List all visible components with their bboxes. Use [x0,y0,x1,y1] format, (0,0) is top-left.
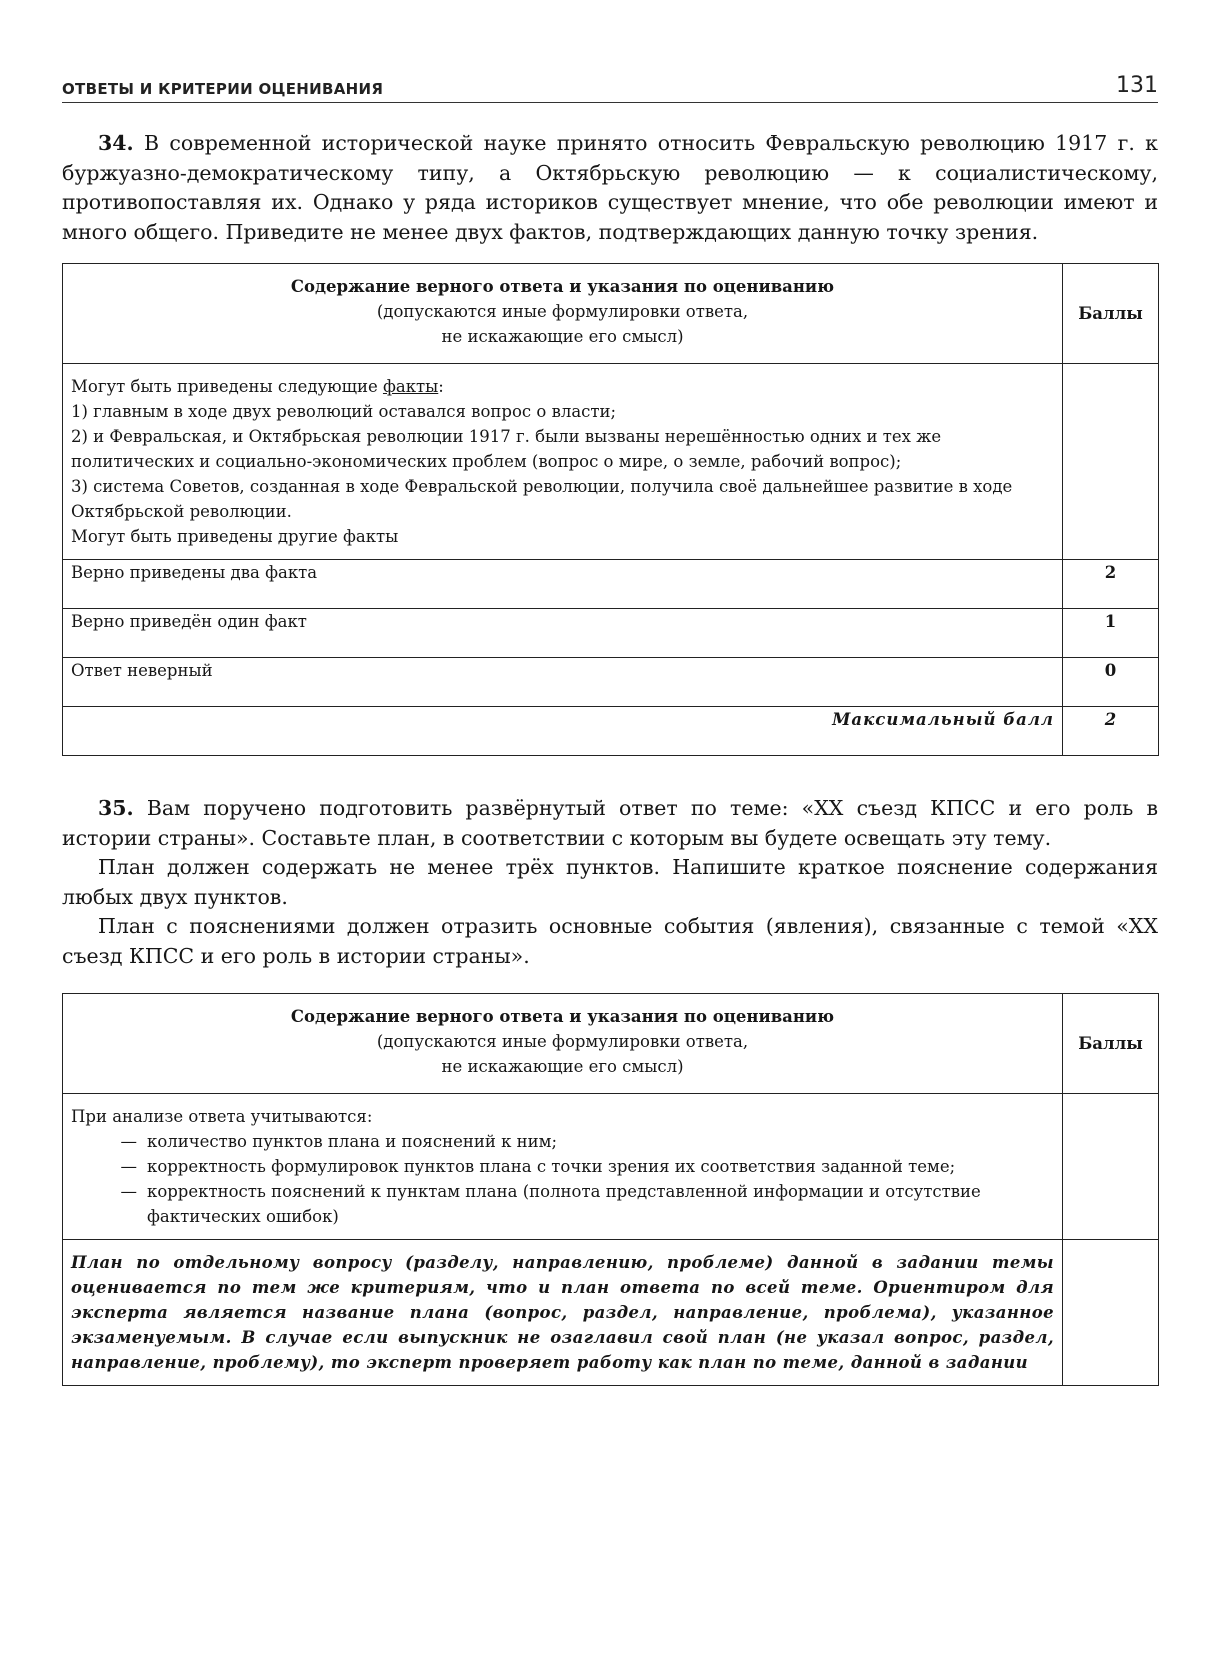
header-line-3: не искажающие его смысл) [441,327,684,346]
question-35-text: Вам поручено подготовить развёрнутый ответ по теме: «XX съезд КПСС и его роль в истории страны». Составьте план, в соответствии с которым вы будете освещать эту тему. [62,796,1158,850]
table-header-score: Баллы [1063,264,1159,364]
list-item: — корректность пояснений к пунктам плана (полнота представленной информации и отсутствие фактических ошибок) [120,1182,981,1226]
facts-intro: Могут быть приведены следующие факты: [71,377,444,396]
row-label: Ответ неверный [63,658,1063,707]
header-line-2: (допускаются иные формулировки ответа, [376,1032,749,1051]
fact-1: 1) главным в ходе двух революций оставался вопрос о власти; [71,402,617,421]
table-header-content [63,264,1063,364]
question-35-para-2: План должен содержать не менее трёх пунктов. Напишите краткое пояснение содержания любых двух пунктов. [62,855,1158,909]
document-page [62,60,1158,1386]
facts-score-cell [1063,364,1159,560]
question-34-number: 34. [98,131,134,155]
question-35-para-3: План с пояснениями должен отразить основные события (явления), связанные с темой «XX съезд КПСС и его роль в истории страны». [62,914,1158,968]
criteria-table-35 [62,993,1159,1386]
row-label: Верно приведены два факта [63,560,1063,609]
analysis-score-cell [1063,1094,1159,1240]
italic-note: План по отдельному вопросу (разделу, направлению, проблеме) данной в задании темы оценивается по тем же критериям, что и план ответа по всей теме. Ориентиром для эксперта является название плана (вопрос, раздел, направление, проблема), указанное экзаменуемым. В случае если выпускник не озаглавил свой план (не указал вопрос, раздел, направление, проблему), то эксперт проверяет работу как план по теме, данной в задании [63,1240,1063,1386]
question-34 [62,129,1158,247]
max-score-row [63,707,1159,756]
question-35-number: 35. [98,796,134,820]
row-score: 0 [1063,658,1159,707]
max-score-value: 2 [1063,707,1159,756]
table-row [63,658,1159,707]
facts-cell [63,364,1063,560]
page-number: 131 [1116,73,1158,98]
table-header-content [63,994,1063,1094]
row-label: Верно приведён один факт [63,609,1063,658]
page-header [62,60,1158,103]
row-score: 2 [1063,560,1159,609]
analysis-cell [63,1094,1063,1240]
note-score-cell [1063,1240,1159,1386]
facts-other: Могут быть приведены другие факты [71,527,399,546]
fact-3: 3) система Советов, созданная в ходе Февральской революции, получила своё дальнейшее развитие в ходе Октябрьской революции. [71,477,1013,521]
list-item: — корректность формулировок пунктов плана с точки зрения их соответствия заданной теме; [120,1157,956,1176]
max-score-label: Максимальный балл [63,707,1063,756]
header-line-2: (допускаются иные формулировки ответа, [376,302,749,321]
table-row [63,609,1159,658]
table-header-score: Баллы [1063,994,1159,1094]
question-35 [62,794,1158,853]
criteria-table-34 [62,263,1159,756]
header-line-1: Содержание верного ответа и указания по оцениванию [290,277,835,296]
row-score: 1 [1063,609,1159,658]
table-row [63,560,1159,609]
header-line-3: не искажающие его смысл) [441,1057,684,1076]
question-34-text: В современной исторической науке принято относить Февральскую революцию 1917 г. к буржуазно-демократическому типу, а Октябрьскую революцию — к социалистическому, противопоставляя их. Однако у ряда историков существует мнение, что обе революции имеют и много общего. Приведите не менее двух фактов, подтверждающих данную точку зрения. [62,131,1158,244]
list-item: — количество пунктов плана и пояснений к ним; [120,1132,558,1151]
analysis-intro: При анализе ответа учитываются: [71,1107,373,1126]
header-title: ОТВЕТЫ И КРИТЕРИИ ОЦЕНИВАНИЯ [62,80,384,98]
fact-2: 2) и Февральская, и Октябрьская революции 1917 г. были вызваны нерешённостью одних и тех же политических и социально-экономических проблем (вопрос о мире, о земле, рабочий вопрос); [71,427,942,471]
header-line-1: Содержание верного ответа и указания по оцениванию [290,1007,835,1026]
